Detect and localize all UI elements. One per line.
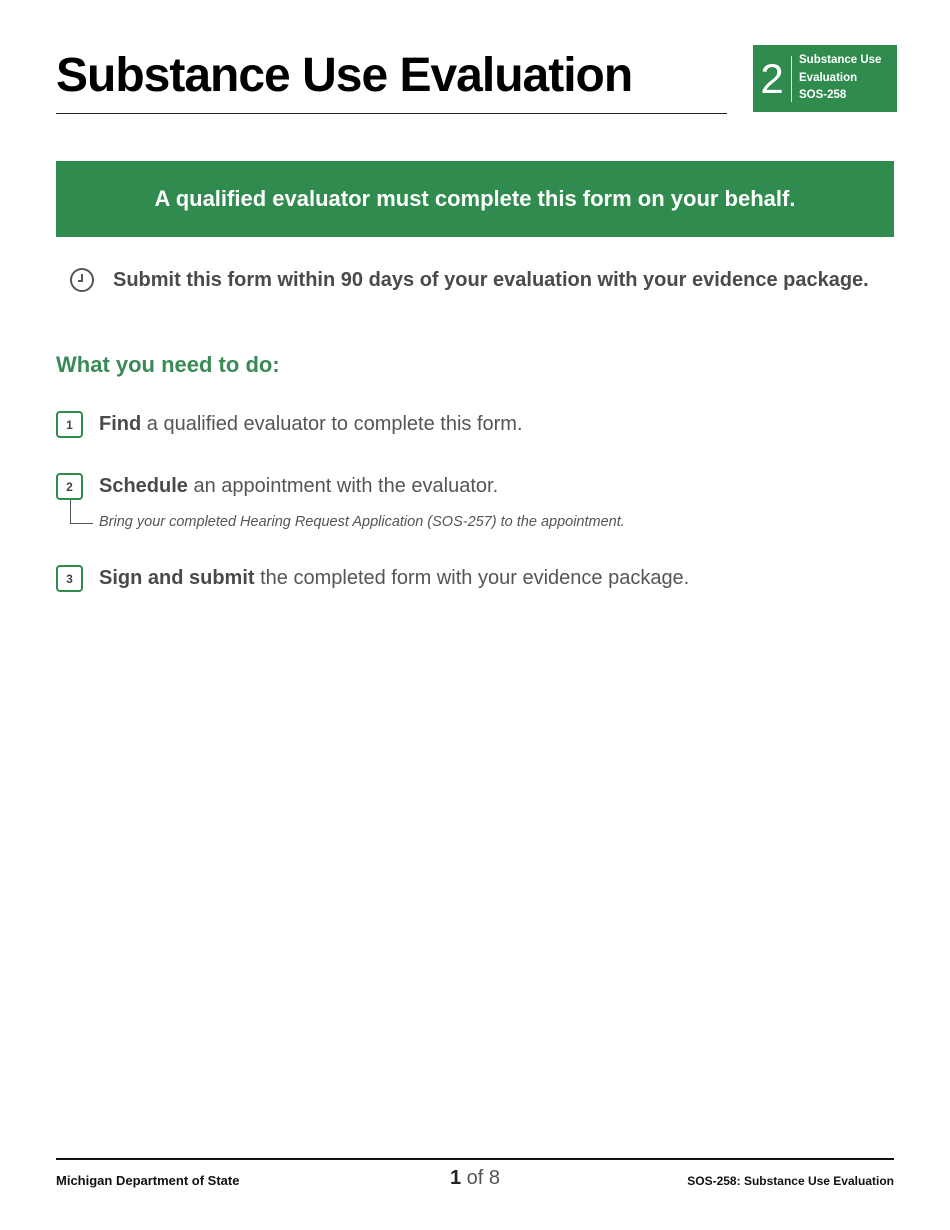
form-section-number: 2 <box>753 56 792 102</box>
step-action: Find <box>99 413 142 435</box>
step-number: 2 <box>56 473 83 500</box>
clock-icon <box>70 268 94 292</box>
page-current: 1 <box>449 1167 462 1189</box>
form-badge-line-1: Substance Use <box>799 54 882 67</box>
form-badge-line-3: SOS-258 <box>799 89 847 102</box>
steps-heading: What you need to do: <box>56 352 280 377</box>
step-action: Schedule <box>99 475 188 497</box>
step-description: a qualified evaluator to complete this form. <box>141 413 523 435</box>
step-number: 1 <box>56 411 83 438</box>
step-text <box>99 475 498 498</box>
evaluator-banner <box>56 161 894 237</box>
deadline-text: Submit this form within 90 days of your evaluation with your evidence package. <box>113 268 869 291</box>
footer-form-name: SOS-258: Substance Use Evaluation <box>687 1174 894 1188</box>
step-note: Bring your completed Hearing Request Application (SOS-257) to the appointment. <box>99 514 625 530</box>
step-text <box>99 567 689 590</box>
form-badge-line-2: Evaluation <box>799 71 858 84</box>
step-note-connector <box>70 500 93 524</box>
title-divider <box>56 113 727 114</box>
step-item <box>56 411 523 438</box>
step-text <box>99 413 523 436</box>
step-item <box>56 565 689 592</box>
page-total: of 8 <box>461 1167 501 1189</box>
deadline-notice <box>70 268 869 292</box>
step-action: Sign and submit <box>99 567 255 589</box>
banner-text: A qualified evaluator must complete this form on your behalf. <box>154 186 796 211</box>
footer-department: Michigan Department of State <box>56 1173 240 1188</box>
step-item <box>56 473 498 500</box>
form-badge <box>753 45 897 112</box>
form-badge-label <box>792 52 881 105</box>
page-title: Substance Use Evaluation <box>56 49 633 102</box>
step-description: an appointment with the evaluator. <box>187 475 499 497</box>
step-description: the completed form with your evidence package. <box>254 567 690 589</box>
step-number: 3 <box>56 565 83 592</box>
footer-divider <box>56 1158 894 1160</box>
